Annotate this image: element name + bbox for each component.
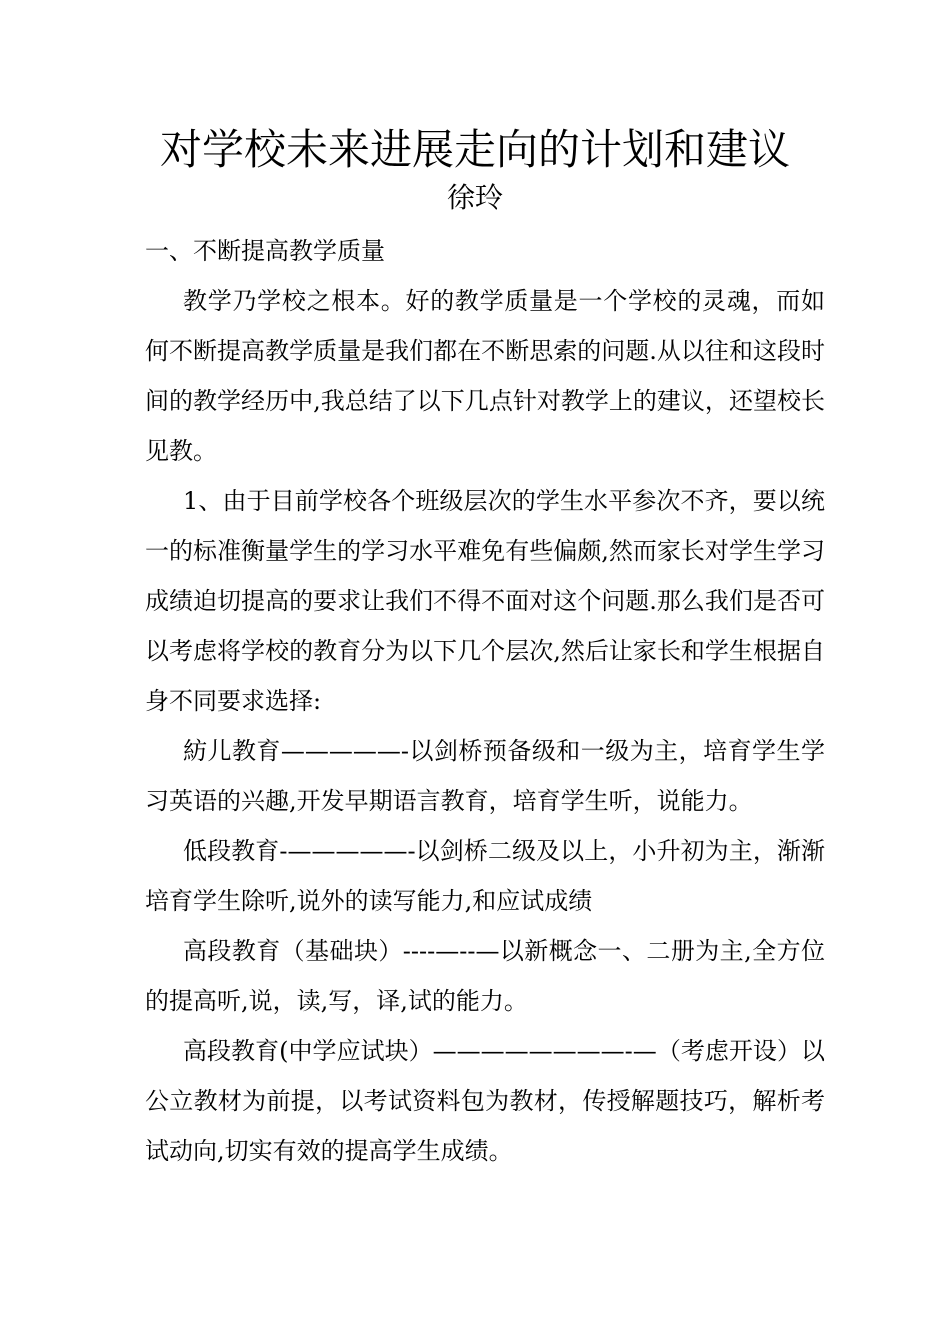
paragraph: 低段教育-—————-以剑桥二级及以上，小升初为主，渐渐培育学生除听,说外的读写能力,和应试成绩 xyxy=(145,837,825,915)
document-body xyxy=(145,226,825,1176)
paragraph: 1、由于目前学校各个班级层次的学生水平参次不齐，要以统一的标准衡量学生的学习水平难免有些偏颇,然而家长对学生学习成绩迫切提高的要求让我们不得不面对这个问题.那么我们是否可以考虑将学校的教育分为以下几个层次,然后让家长和学生根据自身不同要求选择: xyxy=(145,487,825,715)
paragraph: 教学乃学校之根本。好的教学质量是一个学校的灵魂，而如何不断提高教学质量是我们都在不断思索的问题.从以往和这段时间的教学经历中,我总结了以下几点针对教学上的建议，还望校长见教。 xyxy=(145,287,825,465)
section-heading: 一、不断提高教学质量 xyxy=(145,237,385,265)
paragraph: 高段教育(中学应试块）————————-—（考虑开设）以公立教材为前提，以考试资料包为教材，传授解题技巧，解析考试动向,切实有效的提高学生成绩。 xyxy=(145,1037,825,1165)
paragraph: 高段教育（基础块）----—--—以新概念一、二册为主,全方位的提高听,说，读,写，译,试的能力。 xyxy=(145,937,825,1015)
document-title: 对学校未来进展走向的计划和建议 xyxy=(159,125,790,174)
paragraph: 紡儿教育—————-以剑桥预备级和一级为主，培育学生学习英语的兴趣,开发早期语言教育，培育学生听，说能力。 xyxy=(145,737,825,815)
document-author: 徐玲 xyxy=(446,181,503,214)
